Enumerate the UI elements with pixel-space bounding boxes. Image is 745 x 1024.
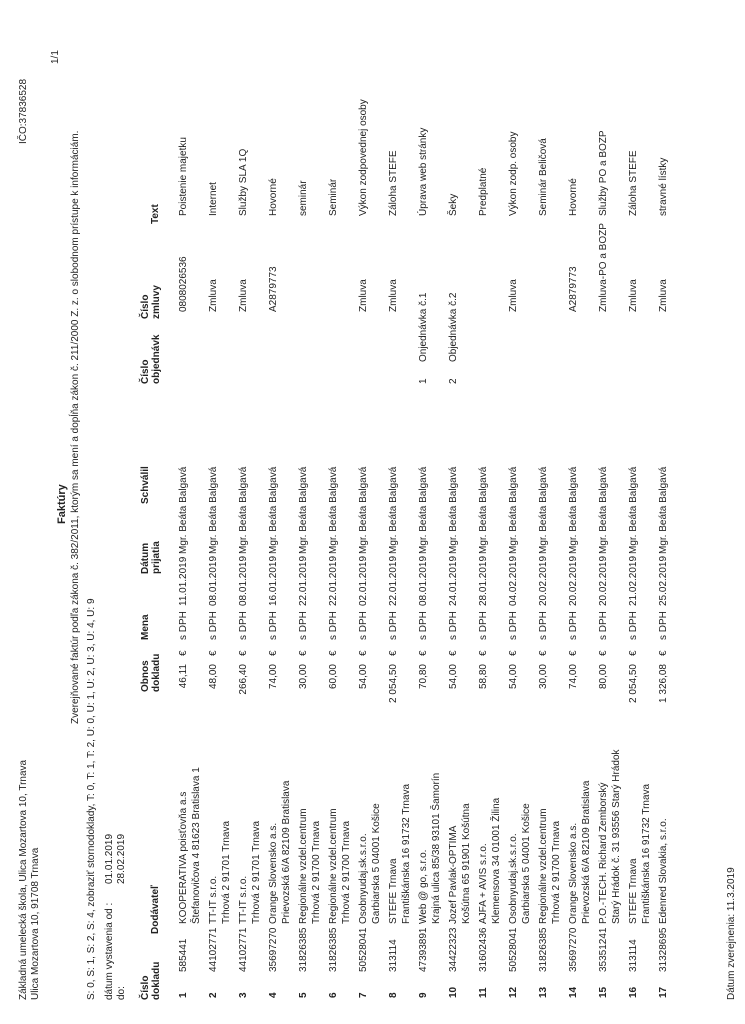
table-row (208, 0, 238, 1024)
cell-text: Seminár (328, 178, 339, 216)
cell-approved: Mgr. Beáta Balgavá (598, 466, 609, 554)
cell-address: Krajná ulica 85/38 93101 Šamorín (431, 772, 442, 924)
cell-cur: € (238, 650, 249, 656)
cell-approved: Mgr. Beáta Balgavá (418, 466, 429, 554)
table-row (448, 0, 478, 1024)
cell-address: Štefanovičova 4 81623 Bratislava 1 (191, 767, 202, 924)
cell-amount: 54,00 (448, 664, 459, 690)
cell-no: 7 (358, 992, 369, 998)
cell-ico: 50528041 (358, 927, 369, 972)
cell-approved: Mgr. Beáta Balgavá (568, 466, 579, 554)
cell-no: 5 (298, 992, 309, 998)
cell-date: 20.02.2019 (598, 555, 609, 606)
table-row (418, 0, 448, 1024)
col-schvalil: Schválil (140, 466, 151, 504)
cell-name: Regionálne vzdel.centrum (328, 808, 339, 924)
ico-label: IČO:37836528 (18, 78, 29, 144)
cell-amount: 30,00 (298, 664, 309, 690)
col-cislo-zmluvy: Číslo zmluvy (140, 285, 162, 319)
date-from-label: dátum vystavenia od : (104, 902, 115, 1000)
cell-name: Orange Slovensko a.s. (568, 822, 579, 924)
cell-approved: Mgr. Beáta Balgavá (478, 466, 489, 554)
cell-text: Šeky (448, 193, 459, 216)
table-row (178, 0, 208, 1024)
cell-ico: 35351241 (598, 927, 609, 972)
cell-ico: 313114 (388, 939, 399, 972)
cell-address: Trhová 2 91701 Trnava (251, 820, 262, 924)
cell-date: 25.02.2019 (658, 555, 669, 606)
cell-contract: Zmluva (388, 279, 399, 312)
cell-date: 04.02.2019 (508, 555, 519, 606)
cell-text: Internet (208, 182, 219, 216)
date-to-value: 28.02.2019 (116, 833, 127, 884)
cell-cur: € (208, 650, 219, 656)
cell-name: Jozef Pavlak-OPTIMA (448, 825, 459, 924)
cell-text: Služby SLA 1Q (238, 148, 249, 216)
cell-ico: 34422323 (448, 927, 459, 972)
cell-amount: 58,80 (478, 664, 489, 690)
cell-approved: Mgr. Beáta Balgavá (448, 466, 459, 554)
cell-amount: 46,11 (178, 664, 189, 689)
cell-cur: € (448, 650, 459, 656)
cell-dph: s DPH (268, 611, 279, 640)
cell-cur: € (268, 650, 279, 656)
cell-name: AJFA + AVIS s.r.o. (478, 843, 489, 924)
cell-no: 4 (268, 992, 279, 998)
cell-approved: Mgr. Beáta Balgavá (298, 466, 309, 554)
cell-date: 08.01.2019 (208, 555, 219, 606)
cell-text: Poistenie majetku (178, 137, 189, 216)
cell-amount: 80,00 (598, 664, 609, 690)
cell-approved: Mgr. Beáta Balgavá (538, 466, 549, 554)
cell-name: Web @ go, s.r.o. (418, 849, 429, 924)
cell-ico: 31328695 (658, 927, 669, 972)
cell-dph: s DPH (598, 611, 609, 640)
table-row (628, 0, 658, 1024)
cell-approved: Mgr. Beáta Balgavá (658, 466, 669, 554)
cell-text: Záloha STEFE (388, 150, 399, 216)
cell-name: P.O.-TECH. Richard Zemborský (598, 782, 609, 924)
cell-date: 11.01.2019 (178, 556, 189, 606)
cell-text: Seminár Beličová (538, 138, 549, 216)
date-to-label: do: (116, 986, 127, 1000)
col-text: Text (150, 204, 161, 224)
cell-cur: € (478, 650, 489, 656)
cell-dph: s DPH (448, 611, 459, 640)
cell-contract: Zmluva (658, 279, 669, 312)
cell-dph: s DPH (328, 611, 339, 640)
table-row (238, 0, 268, 1024)
cell-ico: 31826385 (328, 927, 339, 972)
cell-dph: s DPH (628, 611, 639, 640)
cell-contract: Zmluva (358, 279, 369, 312)
cell-contract: A2879773 (268, 266, 279, 312)
cell-approved: Mgr. Beáta Balgavá (178, 466, 189, 554)
cell-dph: s DPH (298, 611, 309, 640)
cell-date: 08.01.2019 (238, 555, 249, 606)
table-row (358, 0, 388, 1024)
cell-amount: 54,00 (508, 664, 519, 690)
cell-dph: s DPH (178, 611, 189, 640)
col-cislo-dokladu: Číslo dokladu (140, 961, 162, 1000)
cell-amount: 266,40 (238, 664, 249, 695)
cell-no: 11 (478, 987, 489, 998)
cell-no: 17 (658, 986, 669, 998)
school-line-1: Základná umelecká škola, Ulica Mozartova 10, Trnava (18, 759, 29, 1000)
cell-date: 21.02.2019 (628, 555, 639, 606)
cell-name: Osobnyudaj.sk.s.r.o. (508, 833, 519, 924)
date-from-value: 01.01.2019 (104, 833, 115, 884)
cell-approved: Mgr. Beáta Balgavá (358, 466, 369, 554)
cell-text: Výkon zodpovednej osoby (358, 99, 369, 216)
table-row (658, 0, 688, 1024)
cell-no: 6 (328, 992, 339, 998)
cell-approved: Mgr. Beáta Balgavá (388, 466, 399, 554)
cell-contract: Zmluva (238, 279, 249, 312)
cell-cur: € (298, 650, 309, 656)
cell-text: Hovorné (568, 178, 579, 216)
cell-amount: 1 326,08 (658, 664, 669, 703)
cell-name: Regionálne vzdel.centrum (538, 808, 549, 924)
cell-approved: Mgr. Beáta Balgavá (268, 466, 279, 554)
cell-text: Predplatné (478, 167, 489, 216)
cell-amount: 74,00 (268, 664, 279, 690)
cell-text: Služby PO a BOZP (598, 130, 609, 216)
cell-contract: Zmluva (208, 279, 219, 312)
cell-dph: s DPH (538, 611, 549, 640)
cell-cur: € (568, 650, 579, 656)
cell-cur: € (628, 650, 639, 656)
cell-dph: s DPH (568, 611, 579, 640)
table-row (598, 0, 628, 1024)
cell-name: Orange Slovensko a.s. (268, 822, 279, 924)
cell-no: 13 (538, 986, 549, 998)
cell-name: TT-IT s.r.o. (238, 875, 249, 924)
cell-address: Prievozská 6/A 82109 Bratislava (581, 780, 592, 924)
col-mena: Mena (140, 614, 151, 640)
cell-order: Objednávka č.2 (448, 292, 459, 362)
cell-text: Úprava web stránky (418, 127, 429, 216)
cell-no: 2 (208, 992, 219, 998)
cell-address: Trhová 2 91700 Trnava (311, 820, 322, 924)
cell-approved: Mgr. Beáta Balgavá (238, 466, 249, 554)
cell-address: Garbiarska 5 04001 Košice (521, 803, 532, 924)
cell-address: Košútna 65 91901 Košútna (461, 803, 472, 924)
cell-cur: € (658, 650, 669, 656)
cell-date: 08.01.2019 (418, 555, 429, 606)
school-line-2: Ulica Mozartova 10, 91708 Trnava (30, 847, 41, 1000)
cell-ico: 585441 (178, 938, 189, 972)
cell-amount: 70,80 (418, 664, 429, 690)
cell-ico: 47393891 (418, 927, 429, 972)
cell-address: Starý Hrádok č. 31 93556 Starý Hrádok (611, 749, 622, 924)
cell-address: Trhová 2 91700 Trnava (341, 820, 352, 924)
cell-approved: Mgr. Beáta Balgavá (208, 466, 219, 554)
cell-address: Klemensova 34 01001 Žilina (491, 797, 502, 924)
cell-dph: s DPH (208, 611, 219, 640)
cell-cur: € (508, 650, 519, 656)
table-row (328, 0, 358, 1024)
cell-dph: s DPH (358, 611, 369, 640)
cell-ico: 35697270 (268, 927, 279, 972)
published-date: Dátum zverejnenia: 11.3.2019 (726, 867, 737, 1000)
cell-name: STEFE Trnava (388, 858, 399, 924)
table-row (268, 0, 298, 1024)
cell-contract: Zmluva-PO a BOZP (598, 223, 609, 312)
cell-no: 1 (178, 992, 189, 998)
cell-ico: 31826385 (538, 927, 549, 972)
cell-date: 20.02.2019 (538, 555, 549, 606)
cell-date: 20.02.2019 (568, 555, 579, 606)
cell-dph: s DPH (388, 611, 399, 640)
cell-no: 16 (628, 986, 639, 998)
cell-order-no: 2 (448, 378, 459, 384)
cell-address: Prievozská 6/A 82109 Bratislava (281, 780, 292, 924)
cell-ico: 50528041 (508, 927, 519, 972)
cell-dph: s DPH (478, 611, 489, 640)
table-row (388, 0, 418, 1024)
cell-address: Trhová 2 91700 Trnava (551, 820, 562, 924)
cell-text: Záloha STEFE (628, 150, 639, 216)
cell-address: Františkánska 16 91732 Trnava (641, 783, 652, 924)
col-obnos: Obnos dokladu (140, 653, 162, 692)
cell-name: Regionálne vzdel.centrum (298, 808, 309, 924)
cell-address: Trhová 2 91701 Trnava (221, 820, 232, 924)
cell-text: stravné lístky (658, 157, 669, 216)
cell-ico: 44102771 (238, 927, 249, 972)
cell-ico: 31826385 (298, 927, 309, 972)
cell-amount: 2 054,50 (628, 664, 639, 703)
cell-amount: 48,00 (208, 664, 219, 690)
cell-ico: 31602436 (478, 927, 489, 972)
cell-text: Výkon zodp. osoby (508, 131, 519, 216)
cell-dph: s DPH (658, 611, 669, 640)
col-dodavatel: Dodávateľ (150, 885, 161, 934)
cell-approved: Mgr. Beáta Balgavá (508, 466, 519, 554)
cell-cur: € (388, 650, 399, 656)
page-subtitle: Zverejňované faktúr podľa zákona č. 382/2011, ktorým sa mení a dopĺňa zákon č. 211/2000 Z. z. o slobodnom prístupe k informáciám. (70, 130, 81, 724)
cell-cur: € (178, 650, 189, 656)
col-cislo-objednavky: Číslo objednávk (140, 334, 162, 384)
page-number: 1/1 (50, 50, 61, 64)
cell-amount: 74,00 (568, 664, 579, 690)
cell-cur: € (418, 650, 429, 656)
cell-cur: € (358, 650, 369, 656)
cell-name: Osobnyudaj.sk.s.r.o. (358, 833, 369, 924)
cell-dph: s DPH (508, 611, 519, 640)
cell-no: 14 (568, 986, 579, 998)
cell-cur: € (538, 650, 549, 656)
cell-order: Onjednávka č.1 (418, 292, 429, 362)
cell-no: 10 (448, 986, 459, 998)
cell-amount: 30,00 (538, 664, 549, 690)
cell-date: 16.01.2019 (268, 555, 279, 606)
cell-name: Edenred Slovakia, s.r.o. (658, 818, 669, 924)
cell-date: 28.01.2019 (478, 555, 489, 606)
cell-date: 22.01.2019 (298, 555, 309, 606)
cell-contract: Zmluva (628, 279, 639, 312)
col-datum: Dátum prijatia (140, 541, 162, 574)
cell-dph: s DPH (418, 611, 429, 640)
cell-cur: € (328, 650, 339, 656)
cell-name: STEFE Trnava (628, 858, 639, 924)
cell-contract: A2879773 (568, 266, 579, 312)
cell-date: 02.01.2019 (358, 555, 369, 606)
cell-text: Hovorné (268, 178, 279, 216)
table-row (568, 0, 598, 1024)
cell-order-no: 1 (418, 378, 429, 384)
cell-date: 22.01.2019 (388, 555, 399, 606)
cell-no: 8 (388, 992, 399, 998)
cell-amount: 60,00 (328, 664, 339, 690)
cell-approved: Mgr. Beáta Balgavá (628, 466, 639, 554)
cell-amount: 2 054,50 (388, 664, 399, 703)
cell-date: 24.01.2019 (448, 555, 459, 606)
cell-ico: 35697270 (568, 927, 579, 972)
cell-dph: s DPH (238, 611, 249, 640)
cell-approved: Mgr. Beáta Balgavá (328, 466, 339, 554)
cell-amount: 54,00 (358, 664, 369, 690)
table-row (478, 0, 508, 1024)
cell-name: KOOPERATIVA poisťovňa a.s (178, 791, 189, 924)
cell-contract: 0808026536 (178, 256, 189, 312)
cell-no: 9 (418, 992, 429, 998)
cell-address: Františkánska 16 91732 Trnava (401, 783, 412, 924)
cell-text: seminár (298, 180, 309, 216)
table-row (298, 0, 328, 1024)
cell-ico: 44102771 (208, 927, 219, 972)
cell-ico: 313114 (628, 939, 639, 972)
cell-contract: Zmluva (508, 279, 519, 312)
cell-address: Garbiarska 5 04001 Košice (371, 803, 382, 924)
cell-no: 12 (508, 986, 519, 998)
cell-no: 15 (598, 986, 609, 998)
filter-line: S: 0, S: 1, S: 2, S: 4, zobraziť stornodoklady, T: 0, T: 1, T: 2, U: 0, U: 1, U: 2, U: 3, U: 4, U: 9 (86, 598, 97, 1000)
cell-no: 3 (238, 992, 249, 998)
cell-cur: € (598, 650, 609, 656)
cell-date: 22.01.2019 (328, 555, 339, 606)
page-title: Faktúry (56, 484, 68, 524)
cell-name: TT-IT s.r.o. (208, 875, 219, 924)
table-row (538, 0, 568, 1024)
table-row (508, 0, 538, 1024)
